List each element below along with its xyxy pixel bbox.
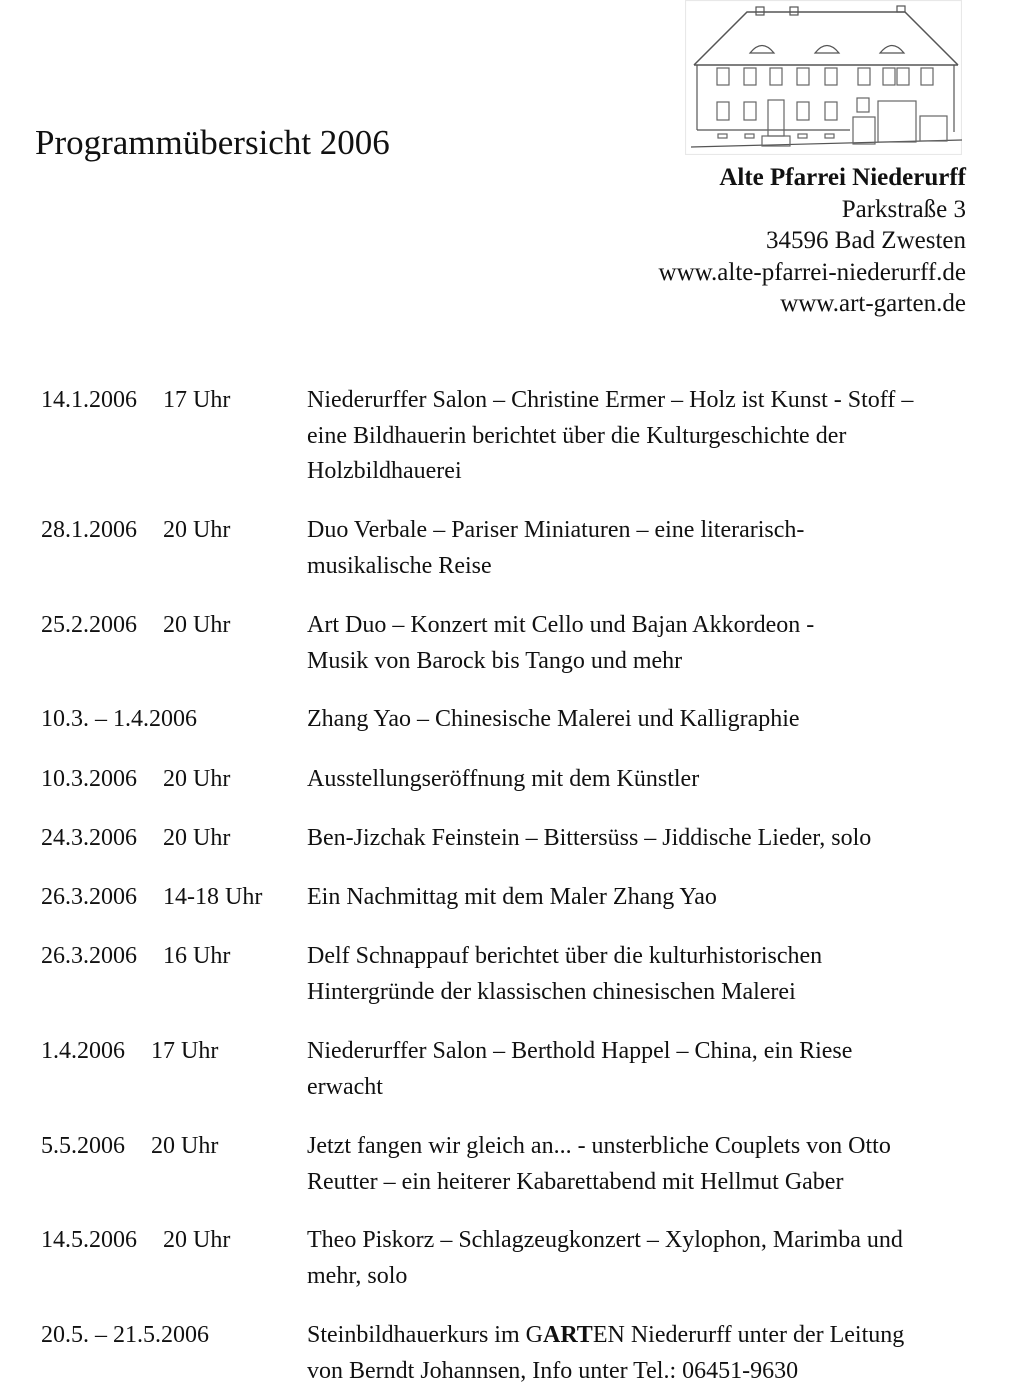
website-link-2[interactable]: www.art-garten.de <box>780 290 966 317</box>
event-date: 24.3.2006 <box>41 825 137 851</box>
event-time: 20 Uhr <box>163 766 231 792</box>
event-date: 5.5.2006 <box>41 1133 125 1159</box>
organization-name: Alte Pfarrei Niederurff <box>719 164 966 191</box>
event-time: 20 Uhr <box>163 612 231 638</box>
event-description <box>307 702 967 738</box>
event-when <box>41 821 230 857</box>
event-when <box>41 513 230 549</box>
event-description <box>307 880 967 916</box>
event-time: 16 Uhr <box>163 943 231 969</box>
event-when <box>41 1223 230 1259</box>
event-when <box>41 383 230 419</box>
building-drawing-icon <box>685 0 962 155</box>
description-line: Duo Verbale – Pariser Miniaturen – eine literarisch- <box>307 517 805 543</box>
event-description <box>307 513 967 584</box>
description-line: Jetzt fangen wir gleich an... - unsterbliche Couplets von Otto <box>307 1133 891 1159</box>
event-time: 14-18 Uhr <box>163 884 263 910</box>
description-line: mehr, solo <box>307 1262 408 1289</box>
event-date: 1.4.2006 <box>41 1038 125 1064</box>
event-time: 20 Uhr <box>151 1133 219 1159</box>
event-description <box>307 383 967 490</box>
event-date: 10.3. – 1.4.2006 <box>41 706 197 732</box>
address-block <box>659 162 966 320</box>
event-when <box>41 608 230 644</box>
street-address: Parkstraße 3 <box>841 195 966 223</box>
event-date: 26.3.2006 <box>41 943 137 969</box>
event-description <box>307 1223 967 1294</box>
event-when <box>41 1034 218 1070</box>
garten-bold-art: ART <box>542 1322 593 1348</box>
event-time: 20 Uhr <box>163 825 231 851</box>
description-line: musikalische Reise <box>307 552 492 579</box>
event-when <box>41 762 230 798</box>
description-line: Reutter – ein heiterer Kabarettabend mit Hellmut Gaber <box>307 1168 844 1195</box>
event-date: 28.1.2006 <box>41 517 137 543</box>
description-line: Ein Nachmittag mit dem Maler Zhang Yao <box>307 884 717 910</box>
description-line: eine Bildhauerin berichtet über die Kulturgeschichte der <box>307 422 847 449</box>
description-line: erwacht <box>307 1073 383 1100</box>
page-title: Programmübersicht 2006 <box>35 123 390 162</box>
description-line: Ausstellungseröffnung mit dem Künstler <box>307 766 700 792</box>
event-time: 17 Uhr <box>163 387 231 413</box>
event-date: 10.3.2006 <box>41 766 137 792</box>
event-when <box>41 939 230 975</box>
event-when <box>41 1129 218 1165</box>
line-text: Steinbildhauerkurs im <box>307 1322 526 1348</box>
garten-pre: G <box>525 1322 543 1348</box>
city: 34596 Bad Zwesten <box>766 227 966 254</box>
event-description <box>307 821 967 857</box>
event-time: 20 Uhr <box>163 517 231 543</box>
event-date: 25.2.2006 <box>41 612 137 638</box>
event-description <box>307 1034 967 1105</box>
garten-post: EN <box>592 1322 625 1348</box>
description-line: Holzbildhauerei <box>307 458 462 484</box>
event-when <box>41 880 262 916</box>
description-line: Art Duo – Konzert mit Cello und Bajan Akkordeon - <box>307 612 815 638</box>
event-description <box>307 762 967 798</box>
event-date: 20.5. – 21.5.2006 <box>41 1322 209 1348</box>
event-description <box>307 608 967 679</box>
description-line: von Berndt Johannsen, Info unter Tel.: 06451-9630 <box>307 1357 799 1384</box>
event-description <box>307 1129 967 1200</box>
description-line: Ben-Jizchak Feinstein – Bittersüss – Jiddische Lieder, solo <box>307 825 872 851</box>
event-time: 17 Uhr <box>151 1038 219 1064</box>
description-line: Niederurffer Salon – Berthold Happel – China, ein Riese <box>307 1038 853 1064</box>
event-when <box>41 1318 209 1354</box>
event-time: 20 Uhr <box>163 1227 231 1253</box>
event-date: 14.5.2006 <box>41 1227 137 1253</box>
event-date: 14.1.2006 <box>41 387 137 413</box>
website-link-1[interactable]: www.alte-pfarrei-niederurff.de <box>658 258 966 286</box>
event-description <box>307 939 967 1010</box>
description-line: Theo Piskorz – Schlagzeugkonzert – Xylophon, Marimba und <box>307 1227 903 1253</box>
description-line: Niederurffer Salon – Christine Ermer – Holz ist Kunst - Stoff – <box>307 387 914 413</box>
description-line: Hintergründe der klassischen chinesischen Malerei <box>307 978 796 1005</box>
description-line: Delf Schnappauf berichtet über die kulturhistorischen <box>307 943 823 969</box>
line-text: Niederurff unter der Leitung <box>624 1322 905 1348</box>
event-when <box>41 702 197 738</box>
description-line <box>307 1318 967 1354</box>
description-line: Zhang Yao – Chinesische Malerei und Kalligraphie <box>307 706 800 732</box>
description-line: Musik von Barock bis Tango und mehr <box>307 647 683 674</box>
event-description <box>307 1318 967 1389</box>
event-date: 26.3.2006 <box>41 884 137 910</box>
